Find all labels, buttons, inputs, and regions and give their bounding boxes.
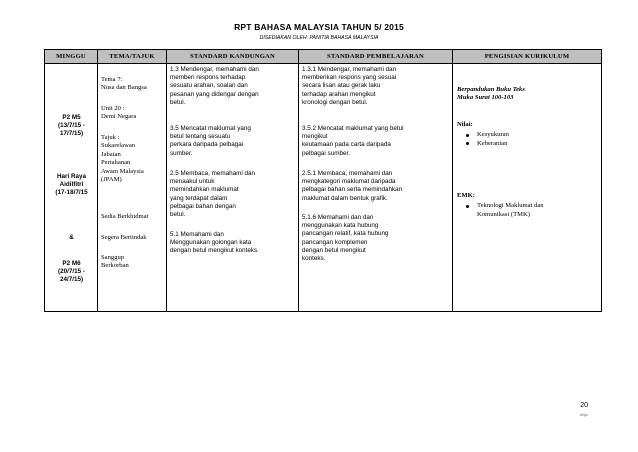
cell-tema-tajuk [98, 64, 167, 312]
week-1-label: P2 M5 [62, 114, 81, 121]
sp-line: dengan betul mengikut [302, 246, 366, 254]
sk-line: yang terdapat dalam [170, 194, 228, 202]
sp-line: 5.1.6 Memahami dan dan [302, 214, 374, 221]
cell-pengisian-kurikulum [453, 64, 602, 312]
emk-list [457, 202, 597, 219]
sp-line: memberikan respons yang sesuai [302, 74, 397, 82]
emk-label: EMK: [457, 192, 475, 199]
emk-item-line-1: Teknologi Maklumat dan [477, 202, 544, 210]
sk-item-1-3 [170, 66, 259, 107]
holiday-block [45, 173, 98, 198]
tajuk-line: Jabatan [101, 150, 121, 158]
nilai-item: Kesyukuran [457, 131, 597, 139]
emk-item [457, 202, 597, 219]
sp-line: kronologi dengan betul. [302, 98, 368, 106]
sp-line: menggunakan kata hubung [302, 222, 379, 230]
emk-block [457, 192, 597, 219]
emk-item-line-2: Komunikasi (TMK) [477, 210, 530, 218]
sk-line: 1.3 Mendengar, memahami dan [170, 66, 259, 73]
sp-line: pelbagai sumber. [302, 149, 350, 157]
week-2-block [45, 260, 98, 285]
sk-line: pesanan yang didengar dengan [170, 90, 259, 98]
sp-line: secara lisan atau gerak laku [302, 82, 381, 90]
sk-item-5-1 [170, 231, 259, 256]
page-footer-mark: cikgu [579, 413, 588, 417]
holiday-line-1: Hari Raya [56, 173, 87, 180]
holiday-line-2: Aidilfitri [59, 181, 84, 189]
tema-name: Nusa dan Bangsa [101, 84, 147, 92]
sk-line: menaakul untuk [170, 178, 215, 186]
week-2-label: P2 M6 [62, 260, 81, 267]
tajuk-block [101, 134, 144, 184]
sp-item-5-1-6 [302, 214, 388, 263]
tajuk-line: (JPAM) [101, 176, 122, 184]
sk-line: Menggunakan golongan kata [170, 239, 252, 247]
subtopic-3 [101, 254, 129, 271]
nilai-item: Keberanian [457, 140, 597, 148]
textbook-reference-line-1: Berpandukan Buku Teks [457, 86, 525, 93]
sk-line: perkara daripada pelbagai [170, 141, 244, 149]
sp-line: pancangan relatif, kata hubung [302, 230, 389, 238]
sp-line: konteks. [302, 255, 326, 263]
tajuk-line: Awam Malaysia [101, 167, 144, 175]
sk-line: betul tentang sesuatu [170, 133, 231, 141]
subtopic-2: Segera Bertindak [101, 234, 147, 241]
sp-line: terhadap arahan mengikut [302, 90, 376, 98]
week-2-dates-start: (20/7/15 - [58, 268, 85, 276]
tajuk-line: Sukarelawan [101, 142, 136, 150]
cell-standard-pembelajaran [299, 64, 453, 312]
sk-line: 3.5 Mencatat maklumat yang [170, 125, 251, 132]
header-tema-tajuk: TEMA/TAJUK [98, 50, 167, 64]
sk-line: betul. [170, 98, 186, 106]
sk-line: dengan betul mengikut konteks. [170, 247, 259, 255]
week-1-dates-start: (13/7/15 - [58, 122, 85, 130]
sk-line: sesuatu arahan, soalan dan [170, 82, 248, 90]
table-row [45, 64, 602, 312]
unit-label: Unit 20 : [101, 105, 125, 112]
nilai-list [457, 131, 597, 148]
sp-line: 1.3.1 Mendengar, memahami dan [302, 66, 397, 73]
week-1-block [45, 114, 98, 139]
tajuk-label: Tajuk : [101, 134, 120, 141]
sk-line: 5.1 Memahami dan [170, 231, 224, 238]
sp-line: maklumat dalam bentuk grafik. [302, 194, 388, 202]
sp-line: keutamaan pada carta daripada [302, 141, 391, 149]
header-standard-pembelajaran: STANDARD PEMBELAJARAN [299, 50, 453, 64]
subtopic-3-line-1: Sanggup [101, 254, 125, 261]
sk-item-3-5 [170, 125, 251, 158]
sk-line: 2.5 Membaca, memahami dan [170, 170, 256, 177]
tema-label: Tema 7: [101, 76, 123, 83]
sp-item-2-5-1 [302, 170, 402, 203]
sk-line: sumber. [170, 149, 193, 157]
tema-block [101, 76, 147, 93]
sk-line: pelbagai bahan dengan [170, 202, 236, 210]
week-2-dates-end: 24/7/15) [59, 276, 84, 284]
sp-line: pancangan komplemen [302, 238, 368, 246]
sp-line: 2.5.1 Membaca, memahami dan [302, 170, 393, 177]
sp-item-3-5-2 [302, 125, 404, 158]
sp-line: mengkategori maklumat daripada [302, 178, 396, 186]
header-standard-kandungan: STANDARD KANDUNGAN [167, 50, 299, 64]
holiday-dates: (17-18/7/15 [55, 189, 88, 197]
cell-minggu [45, 64, 98, 312]
header-pengisian-kurikulum: PENGISIAN KURIKULUM [453, 50, 602, 64]
sk-line: memindahkan maklumat [170, 186, 239, 194]
table-header-row [45, 50, 602, 64]
textbook-reference [457, 86, 525, 103]
textbook-reference-line-2: Muka Surat 100-103 [457, 94, 514, 102]
header-minggu: MINGGU [45, 50, 98, 64]
sp-line: 3.5.2 Mencatat maklumat yang betul [302, 125, 404, 132]
sk-line: betul. [170, 211, 186, 219]
sp-line: mengikut [302, 133, 328, 141]
subtopic-3-line-2: Berkorban [101, 262, 129, 270]
document-title: RPT BAHASA MALAYSIA TAHUN 5/ 2015 [234, 22, 404, 32]
sk-item-2-5 [170, 170, 255, 219]
subtopic-1: Sedia Berkhidmat [101, 213, 149, 220]
document-subtitle: DISEDIAKAN OLEH: PANITIA BAHASA MALAYSIA [259, 35, 379, 41]
sp-item-1-3-1 [302, 66, 396, 107]
sk-line: memberi respons terhadap [170, 74, 246, 82]
tajuk-line: Pertahanan [101, 159, 131, 167]
rpt-table [44, 49, 602, 312]
sp-line: pelbagai bahan serta memindahkan [302, 186, 403, 194]
cell-standard-kandungan [167, 64, 299, 312]
page-number: 20 [580, 402, 588, 409]
week-1-dates-end: 17/7/15) [59, 130, 84, 138]
nilai-block [457, 121, 597, 148]
nilai-label: Nilai: [457, 121, 473, 128]
unit-name: Demi Negara [101, 113, 137, 121]
unit-block [101, 105, 136, 122]
ampersand: & [69, 234, 74, 241]
